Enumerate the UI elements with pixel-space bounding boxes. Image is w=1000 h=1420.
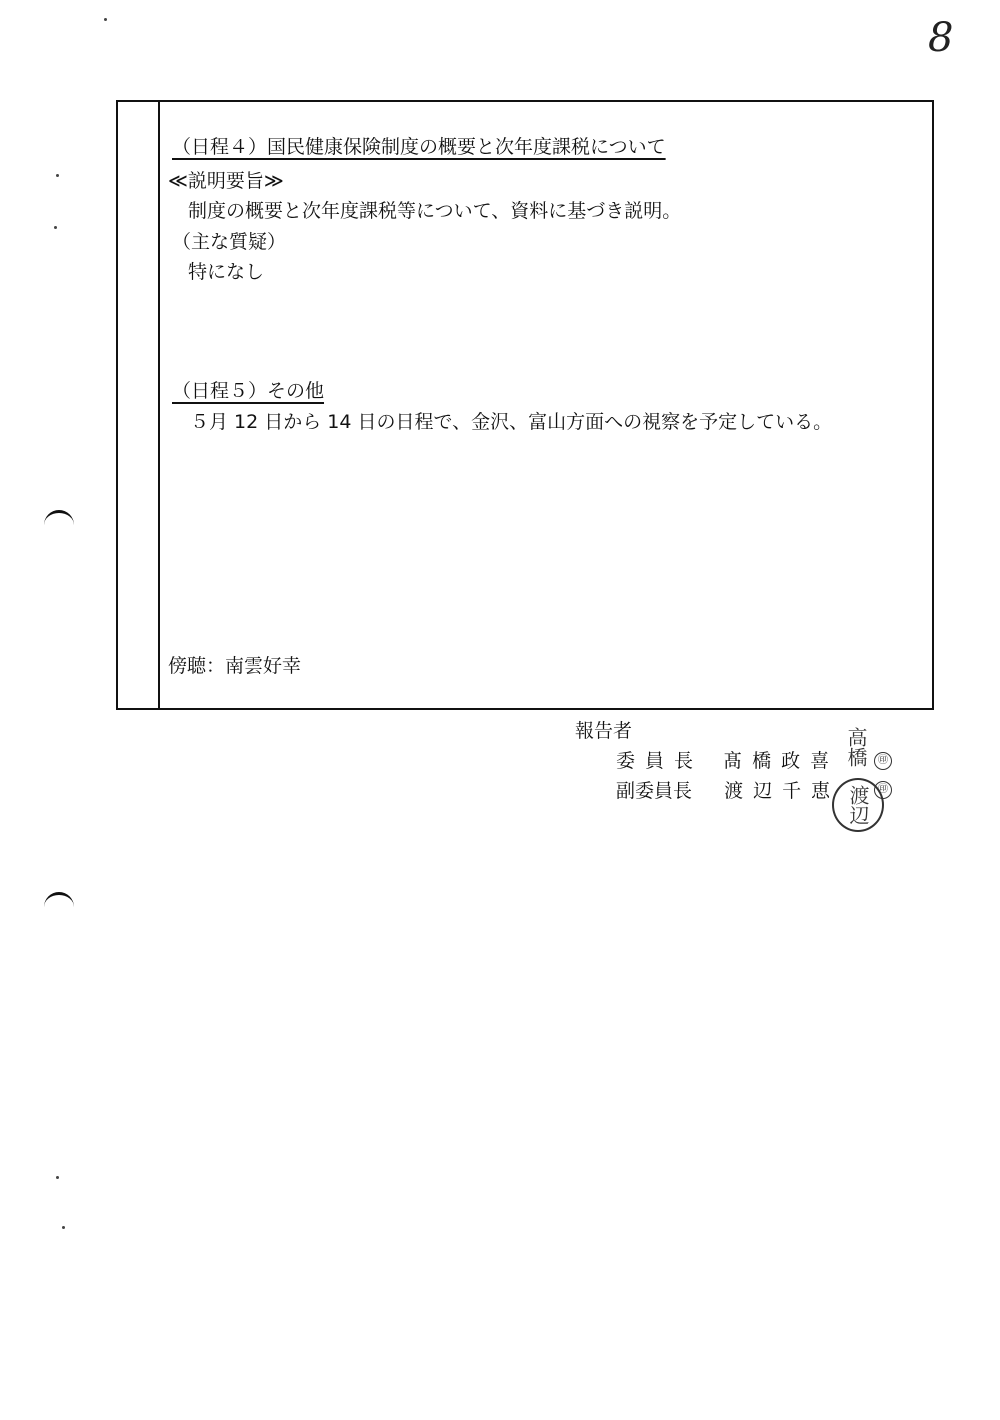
scan-speck bbox=[104, 18, 107, 21]
chair-role: 委員長 bbox=[616, 750, 704, 772]
scan-speck bbox=[56, 1176, 59, 1179]
section-4-heading: （日程４）国民健康保険制度の概要と次年度課税について bbox=[172, 136, 666, 158]
vice-chair-role: 副委員長 bbox=[616, 780, 693, 802]
frame-divider bbox=[158, 102, 160, 708]
vice-chair-seal-mark: ㊞ bbox=[874, 781, 892, 799]
chair-row bbox=[616, 746, 839, 773]
punch-hole-mark bbox=[44, 892, 74, 909]
watanabe-seal-stamp: 渡辺 bbox=[832, 778, 884, 832]
section-5-heading: （日程５）その他 bbox=[172, 380, 325, 402]
scan-speck bbox=[56, 174, 59, 177]
section-4-subheading: ≪説明要旨≫ bbox=[168, 170, 284, 192]
page-number: 8 bbox=[928, 15, 954, 61]
punch-hole-mark bbox=[44, 510, 74, 527]
takahashi-seal-stamp: 高橋 bbox=[844, 727, 868, 767]
section-4-explanation: 制度の概要と次年度課税等について、資料に基づき説明。 bbox=[188, 200, 682, 222]
vice-chair-row bbox=[616, 776, 840, 803]
section-5-body: ５月 12 日から 14 日の日程で、金沢、富山方面への視察を予定している。 bbox=[190, 411, 833, 433]
chair-name: 髙橋政喜 bbox=[723, 750, 840, 772]
section-4-questions: 特になし bbox=[188, 261, 265, 283]
scan-speck bbox=[62, 1226, 65, 1229]
scan-speck bbox=[54, 226, 57, 229]
reporter-label: 報告者 bbox=[575, 720, 633, 742]
observer-line: 傍聴：南雲好幸 bbox=[168, 655, 302, 677]
chair-seal-mark: ㊞ bbox=[874, 752, 892, 770]
vice-chair-name: 渡辺千恵 bbox=[724, 780, 841, 802]
section-4-questions-label: （主な質疑） bbox=[172, 231, 287, 253]
